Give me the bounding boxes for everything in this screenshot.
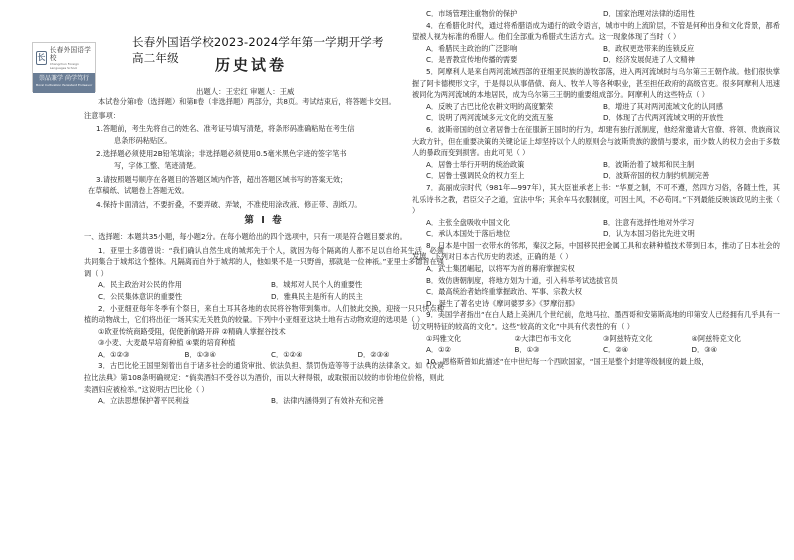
option-c: C．说明了两河流域多元文化的交流互鉴 (426, 113, 554, 123)
option-c: C．①②④ (271, 349, 303, 359)
question-1-options (84, 279, 444, 291)
option-c: C．居鲁士强调民众的权力至上 (426, 171, 525, 181)
option-c: C．是晋教宣传地传播的需要 (426, 55, 518, 65)
option-b: B．政权更迭带来的连锁反应 (603, 43, 695, 53)
question-4-options (412, 43, 780, 55)
item-4: ④阿兹特克文化 (691, 333, 742, 343)
question-3-options (84, 395, 444, 407)
note-line: 在草稿纸、试题卷上答题无效。 (88, 186, 189, 196)
school-emblem-icon: 长 (36, 51, 47, 65)
option-a: A．居鲁士举行开明的统治政策 (426, 159, 525, 169)
question-4-stem: 4．在希腊化时代，通过将希腊语成为通行的政令语言，城市中的上流阶层，不管是何种出身和文化背景，都希望被人视为标准的希腊人。他们全部重为希腊式生活方式。这一现象体现了当时（ ） (412, 20, 780, 42)
option-c: C．②④ (603, 345, 629, 355)
logo-slogan: 崇品兼学 尚学笃行 (39, 75, 89, 82)
question-10-stem: 10．恩格斯曾如此描述“在中世纪每一个西欧国家，“国王是整个封建等级制度的最上级， (426, 356, 709, 366)
option-a: A．主张全盘吸收中国文化 (426, 217, 510, 227)
school-title: 长春外国语学校2023-2024学年第一学期开学考高二年级 (132, 35, 384, 65)
option-c: C．公民集体意识的重要性 (98, 291, 183, 301)
option-b: B．城邦对人民个人的重要性 (271, 280, 363, 290)
question-7-options (412, 217, 780, 229)
option-a: A．武士集团崛起，以将军为首的幕府掌握实权 (426, 264, 575, 274)
question-9-items (412, 333, 780, 345)
question-8-stem: 8．日本是中国一衣带水的邻邦，秦汉之际，中国移民把金属工具和农耕种植技术带到日本，推动了日本社会的发展。下列对日本古代历史的表述，正确的是（ ） (412, 240, 780, 262)
note-line: 4.保持卡面清洁，不要折叠，不要弄破、弄皱，不准使用涂改液、修正带、刮纸刀。 (96, 199, 362, 209)
question-2-stem: 2．小亚细亚每年冬季有个祭日，来自土耳其各地的农民将谷物带到集市。人们彼此交换，迎接一只只快点种植的动物战士，它们将出征一场其实无关胜负的较量。下列中小亚细亚这块土地有古动物欢迎的选项是（ ） (84, 303, 444, 325)
option-a: A．民主政治对公民的作用 (98, 280, 182, 290)
option-a: A．①②③ (98, 349, 130, 359)
notes-title: 注意事项： (84, 110, 120, 120)
option-d: D．③④ (691, 345, 718, 355)
question-3-options-2 (412, 8, 780, 20)
question-6-options (412, 159, 780, 171)
option-b: B．增进了其对两河流域文化的认同感 (603, 101, 723, 111)
question-2-options (84, 349, 444, 361)
note-line: 2.选择题必须使用2B铅笔填涂；非选择题必须使用0.5毫米黑色字迹的签字笔书 (96, 149, 347, 159)
logo-slogan-english: Moral Cultivation Persistent Endeavor (35, 83, 93, 87)
question-9-stem: 9．美国学者指出“在白人踏上美洲几个世纪前，危地马拉、墨西哥和安第斯高地的印第安人已经拥有几乎具有一切文明特征的较高的文化”。这些“较高的文化”中具有代表性的有（ ） (412, 310, 780, 332)
question-3-stem: 3．古巴比伦王国里刻着出自于诸多社会的通货审批、依法负担、禁罚伪造等等于法典的法律条文。如《汉谟拉比法典》第108条明确规定：“倘卖酒妇不受谷以为酒价，而以大秤得银，或取银而以较的市价地位价格，则此卖酒妇应被检举。”这说明古巴比伦（ ） (84, 361, 444, 394)
note-line: 息条形码粘贴区。 (114, 135, 172, 145)
option-b: B．注意有选择性地对外学习 (603, 217, 695, 227)
question-7-stem: 7．高丽成宗时代（981年—997年），其大臣崔承老上书：“华夏之制，不可不遵，然四方习俗，各随土性，其礼乐诗书之教，君臣父子之道，宜法中华；其余车马衣服制度，可因土风，不必苟同。”下列最能反映该政见的主张（ ） (412, 182, 780, 216)
item-1: ①玛雅文化 (426, 333, 462, 343)
subject-title: 历史试卷 (215, 56, 288, 74)
question-6-stem: 6．波斯帝国的创立者居鲁士在征服新王国时的行为，却建有独行派制度，他经常邀请大官僚、将领、贵族商议大政方针，但在重要决策的关键论证上却坚持以个人的原则会与波斯贵族的激情与要求，而少数人的权力会由于多数人的暴政而变到损害。由此可见（ ） (412, 124, 780, 158)
question-9-options (412, 344, 780, 356)
note-line: 写，字体工整、笔迹清楚。 (114, 160, 201, 170)
question-1-stem: 1．亚里士多德曾说：“我们确认自然生成的城邦先于个人，就因为每个隔离的人都不足以自给其生活，必须共同集合于城邦这个整体。凡隔离而自外于城邦的人，他如果不是一只野兽，那就是一位神祇。”亚里士多德旨在强调（ ） (84, 245, 444, 278)
option-b: B．波斯治着了城邦和民主制 (603, 159, 695, 169)
option-b: B．①③ (514, 345, 540, 355)
logo-school-english: Changchun Foreign Languages School (49, 62, 79, 70)
option-b: B．①③④ (184, 349, 216, 359)
section-intro: 一、选择题：本题共35小题，每小题2分。在每小题给出的四个选项中，只有一项是符合题目要求的。 (84, 231, 407, 241)
question-5-options-2 (412, 112, 780, 124)
option-b: B．法律内涵得到了有效补充和完善 (271, 396, 384, 406)
school-logo (32, 42, 96, 92)
option-d: D．经济发展促进了人文精神 (603, 55, 695, 65)
question-1-options-2 (84, 291, 444, 303)
question-7-options-2 (412, 228, 780, 240)
question-6-options-2 (412, 170, 780, 182)
option-a: A．立法思想保护著平民利益 (98, 396, 190, 406)
exam-intro-block (84, 96, 444, 407)
option-d: D．体现了古代两河流域文明的开放性 (603, 113, 724, 123)
logo-school-name: 长春外国语学校 (49, 46, 92, 62)
section-title: 第 Ⅰ 卷 (244, 215, 284, 227)
option-c: C．承认本国处于落后地位 (426, 229, 511, 239)
option-d: D．波斯帝国的权力制约机制完善 (603, 171, 710, 181)
option-d: D．认为本国习俗比先进文明 (603, 229, 695, 239)
option-d: D．国家治理对法律的适用性 (603, 9, 695, 18)
option-b: B．效仿唐朝制度，将地方划为十道，引入科举考试选拔官员 (426, 275, 618, 285)
exam-intro: 本试卷分第Ⅰ卷（选择题）和第Ⅱ卷（非选择题）两部分，共8页。考试结束后，将答题卡交回。 (98, 97, 396, 106)
item-2: ②大津巴布韦文化 (514, 333, 572, 343)
option-d: D．雅典民主是所有人的民主 (271, 291, 363, 301)
question-4-options-2 (412, 54, 780, 66)
option-c: C．最高统治者始终重掌握政治、军事、宗教大权 (426, 287, 582, 297)
option-a: A．希腊民主政治的广泛影响 (426, 43, 518, 53)
note-line: 3.请按照题号顺序在各题目的答题区域内作答，超出答题区域书写的答案无效； (96, 174, 348, 184)
option-d: D．②③④ (357, 349, 390, 359)
question-5-stem: 5．阿摩利人是来自两河流域西部的亚细亚民族的游牧部落，进入两河流域时与乌尔第三王朝作战。他们很快掌握了阿卡德楔形文字，于是得以从事借债、商人、牧羊人等各种职业，甚至担任政府的高级官吏。很多阿摩利人迅速被同化为两河流域的本地居民，成为乌尔第三王朝的重要组成部分。阿摩利人的这些特点（ ） (412, 66, 780, 100)
authors-line: 出题人：王宏红 审题人：王威 (196, 87, 295, 96)
question-2-items-2: ③小麦、大麦最早培育种植 ④粟的培育种植 (98, 338, 236, 348)
note-line: 1.答题前，考生先将自己的姓名、准考证号填写清楚，将条形码准确粘贴在考生信 (96, 124, 355, 134)
question-5-options (412, 101, 780, 113)
question-2-items: ①欧亚传统商路受阻，促使新航路开辟 ②精确人掌握谷技术 (98, 326, 286, 336)
option-c: C．市场管理注重物价的保护 (426, 9, 518, 18)
option-d: D．诞生了著名史诗《摩诃婆罗多》《罗摩衍那》 (426, 298, 579, 308)
item-3: ③阿兹特克文化 (603, 333, 653, 343)
option-a: A．反映了古巴比伦农耕文明的高度繁荣 (426, 101, 554, 111)
option-a: A．①② (426, 345, 451, 355)
right-column (412, 8, 780, 367)
